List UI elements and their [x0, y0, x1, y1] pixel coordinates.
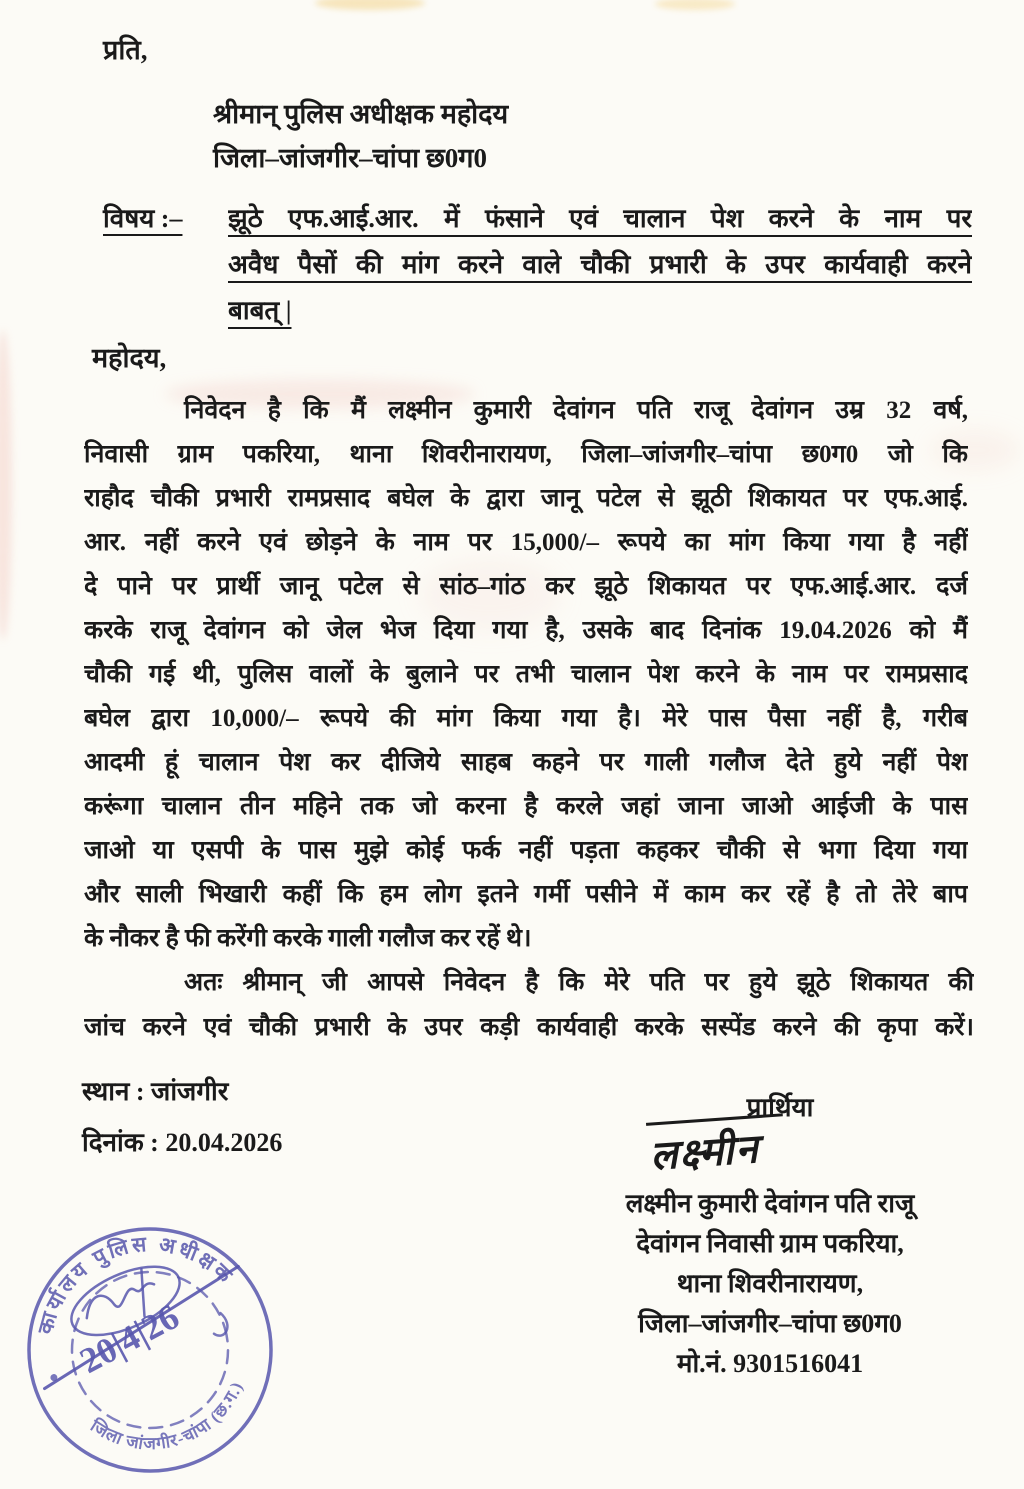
stamp-arc-text-top: कार्यालय पुलिस अधीक्षक — [33, 1231, 239, 1337]
subject-line-text: अवैध पैसों की मांग करने वाले चौकी प्रभारी के उपर कार्यवाही करने — [228, 250, 972, 279]
stamp-handwritten-date: 20|4|26 — [73, 1296, 186, 1382]
body-line: निवेदन है कि मैं लक्ष्मीन कुमारी देवांगन पति राजू देवांगन उम्र 32 वर्ष, — [184, 397, 968, 424]
closing-line: अतः श्रीमान् जी आपसे निवेदन है कि मेरे पति पर हुये झूठे शिकायत की — [184, 969, 974, 996]
addressee-line: जिला–जांजगीर–चांपा छ0ग0 — [213, 143, 487, 173]
scan-artifact — [315, 0, 425, 10]
subject-line — [228, 245, 972, 291]
signatory-line: मो.नं. 9301516041 — [676, 1349, 864, 1378]
body-paragraph — [84, 392, 968, 964]
to-label: प्रति, — [103, 35, 148, 65]
addressee-block — [213, 94, 508, 182]
subject-line — [228, 199, 972, 245]
svg-text:जिला जांजगीर-चांपा (छ.ग.) — [83, 1373, 259, 1472]
body-line: निवासी ग्राम पकरिया, थाना शिवरीनारायण, जिला–जांजगीर–चांपा छ0ग0 जो कि — [84, 441, 968, 468]
body-line: बघेल द्वारा 10,000/– रूपये की मांग किया गया है। मेरे पास पैसा नहीं है, गरीब — [84, 705, 968, 732]
date-line: दिनांक : 20.04.2026 — [82, 1128, 283, 1157]
addressee-line: श्रीमान् पुलिस अधीक्षक महोदय — [213, 99, 509, 129]
body-line: आदमी हूं चालान पेश कर दीजिये साहब कहने पर गाली गलौज देते हुये नहीं पेश — [84, 749, 968, 776]
signatory-line: जिला–जांजगीर–चांपा छ0ग0 — [638, 1309, 902, 1338]
closing-paragraph — [84, 964, 974, 1054]
body-line: राहौद चौकी प्रभारी रामप्रसाद बघेल के द्वारा जानू पटेल से झूठी शिकायत पर एफ.आई. — [84, 485, 968, 512]
closing-line: जांच करने एवं चौकी प्रभारी के उपर कड़ी कार्यवाही करके सस्पेंड करने की कृपा करें। — [84, 1014, 974, 1041]
greeting: महोदय, — [92, 343, 167, 373]
subject-line-text: बाबत् | — [228, 296, 292, 325]
handwritten-signature: लक्ष्मीन — [646, 1113, 787, 1185]
body-line: के नौकर है फी करेंगी करके गाली गलौज कर रहें थे। — [84, 925, 532, 952]
subject-block — [228, 199, 972, 337]
signature-title: प्रार्थिया — [746, 1093, 814, 1122]
scan-artifact — [0, 330, 12, 640]
body-line: करूंगा चालान तीन महिने तक जो करना है करले जहां जाना जाओ आईजी के पास — [84, 793, 968, 820]
stamp-arc-text-bottom: जिला जांजगीर-चांपा (छ.ग.) — [87, 1378, 247, 1454]
signatory-line: थाना शिवरीनारायण, — [676, 1269, 864, 1298]
signatory-line: लक्ष्मीन कुमारी देवांगन पति राजू — [625, 1189, 915, 1218]
round-ink-stamp — [6, 1216, 294, 1488]
body-line: आर. नहीं करने एवं छोड़ने के नाम पर 15,000/– रूपये का मांग किया गया है नहीं — [84, 529, 968, 556]
subject-label: विषय :– — [103, 204, 183, 233]
subject-line-text: झूठे एफ.आई.आर. में फंसाने एवं चालान पेश करने के नाम पर — [228, 204, 972, 233]
body-line: दे पाने पर प्रार्थी जानू पटेल से सांठ–गांठ कर झूठे शिकायत पर एफ.आई.आर. दर्ज — [84, 573, 968, 600]
body-line: करके राजू देवांगन को जेल भेज दिया गया है, उसके बाद दिनांक 19.04.2026 को मैं — [84, 617, 968, 644]
body-line: और साली भिखारी कहीं कि हम लोग इतने गर्मी पसीने में काम कर रहें है तो तेरे बाप — [84, 881, 968, 908]
signature-wrap — [648, 1118, 928, 1181]
scan-artifact — [655, 0, 735, 10]
signatory-line: देवांगन निवासी ग्राम पकरिया, — [636, 1229, 904, 1258]
place-line: स्थान : जांजगीर — [82, 1077, 229, 1106]
signatory-details — [555, 1184, 985, 1384]
body-line: चौकी गई थी, पुलिस वालों के बुलाने पर तभी चालान पेश करने के नाम पर रामप्रसाद — [84, 661, 968, 688]
body-line: जाओ या एसपी के पास मुझे कोई फर्क नहीं पड़ता कहकर चौकी से भगा दिया गया — [84, 837, 968, 864]
subject-line — [228, 291, 972, 337]
